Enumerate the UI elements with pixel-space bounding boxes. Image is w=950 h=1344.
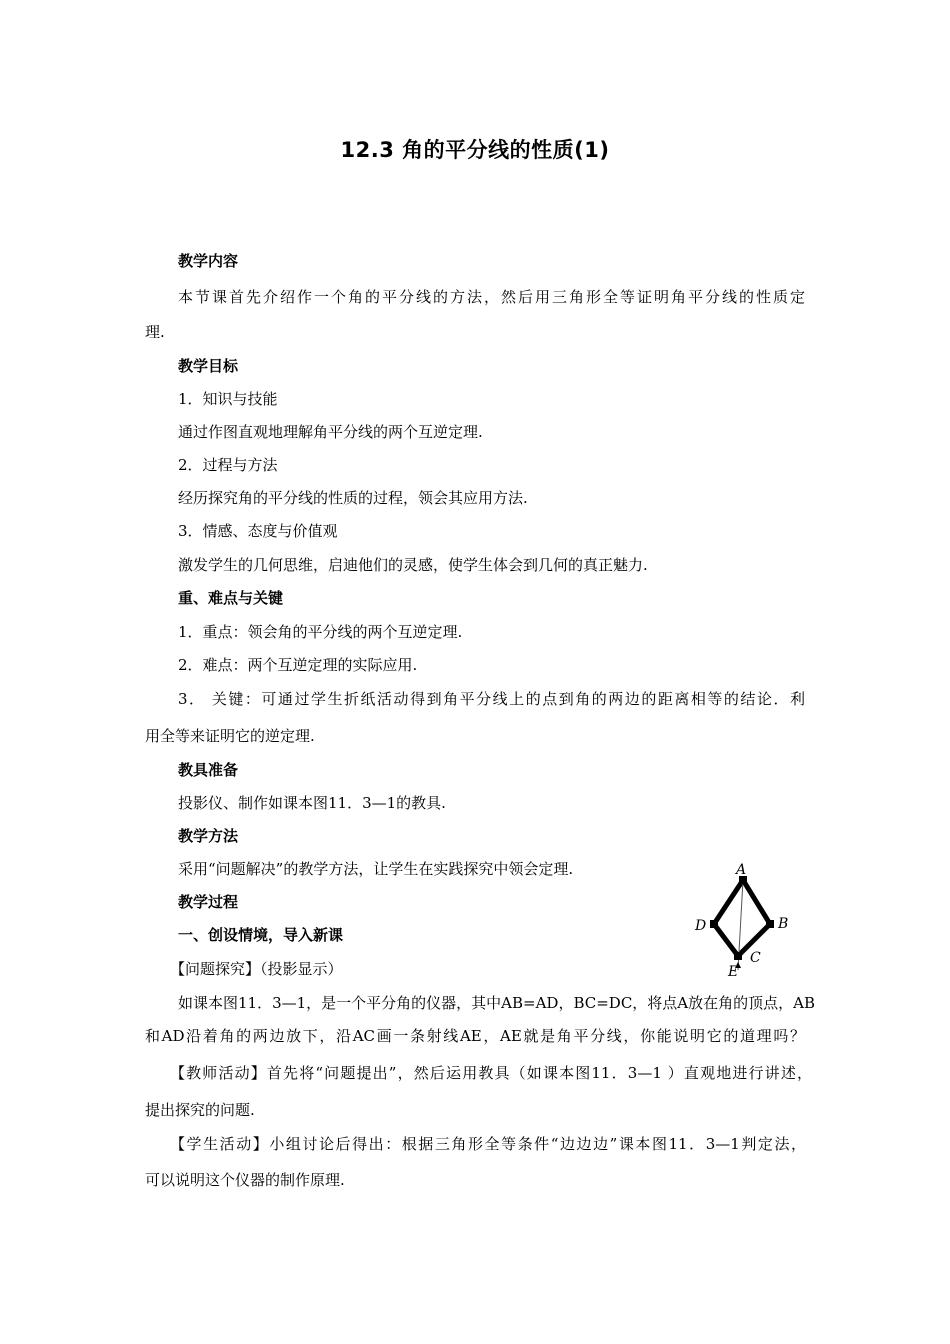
process-p1-line-2: 和AD沿着角的两边放下，沿AC画一条射线AE，AE就是角平分线，你能说明它的道理吗？ <box>145 1027 805 1045</box>
figure-label-e: E <box>728 964 739 980</box>
student-activity-line-1: 【学生活动】小组讨论后得出：根据三角形全等条件“边边边”课本图11．3—1判定法， <box>170 1135 806 1153</box>
heading-method: 教学方法 <box>178 827 239 845</box>
goal-2-label: 2．过程与方法 <box>178 456 278 474</box>
content-line-2: 理. <box>145 323 165 341</box>
goal-3-label: 3．情感、态度与价值观 <box>178 522 338 540</box>
goal-2-text: 经历探究角的平分线的性质的过程，领会其应用方法. <box>178 489 528 507</box>
process-p1-line-1: 如课本图11．3—1，是一个平分角的仪器，其中AB=AD，BC=DC，将点A放在角的顶点，AB <box>178 994 815 1012</box>
heading-goals: 教学目标 <box>178 357 239 375</box>
keypoint-3-line-2: 用全等来证明它的逆定理. <box>145 727 315 745</box>
figure-label-b: B <box>778 916 789 932</box>
heading-content: 教学内容 <box>178 252 239 270</box>
keypoint-3-line-1: 3． 关键：可通过学生折纸活动得到角平分线上的点到角的两边的距离相等的结论．利 <box>178 690 805 708</box>
figure-frame <box>710 876 774 970</box>
method-text: 采用“问题解决”的教学方法，让学生在实践探究中领会定理. <box>178 860 574 878</box>
figure-label-d: D <box>695 918 707 934</box>
goal-1-label: 1．知识与技能 <box>178 390 278 408</box>
process-explore: 【问题探究】（投影显示） <box>170 960 343 978</box>
angle-bisector-instrument-figure <box>690 858 800 980</box>
heading-tools: 教具准备 <box>178 761 239 779</box>
keypoint-1: 1．重点：领会角的平分线的两个互逆定理. <box>178 623 463 641</box>
content-line-1: 本节课首先介绍作一个角的平分线的方法，然后用三角形全等证明角平分线的性质定 <box>178 288 805 306</box>
goal-1-text: 通过作图直观地理解角平分线的两个互逆定理. <box>178 423 483 441</box>
student-activity-line-2: 可以说明这个仪器的制作原理. <box>145 1171 345 1189</box>
teacher-activity-line-2: 提出探究的问题. <box>145 1101 255 1119</box>
figure-label-c: C <box>750 950 761 966</box>
teacher-activity-line-1: 【教师活动】首先将“问题提出”，然后运用教具（如课本图11．3—1 ）直观地进行讲述， <box>170 1064 812 1082</box>
heading-keypoints: 重、难点与关键 <box>178 589 284 607</box>
page-title: 12.3 角的平分线的性质(1) <box>340 138 610 162</box>
process-section-1: 一、创设情境，导入新课 <box>178 926 344 944</box>
figure-label-a: A <box>736 862 747 878</box>
goal-3-text: 激发学生的几何思维，启迪他们的灵感，使学生体会到几何的真正魅力. <box>178 556 648 574</box>
keypoint-2: 2．难点：两个互逆定理的实际应用. <box>178 656 418 674</box>
heading-process: 教学过程 <box>178 893 239 911</box>
tools-text: 投影仪、制作如课本图11．3—1的教具. <box>178 794 446 812</box>
